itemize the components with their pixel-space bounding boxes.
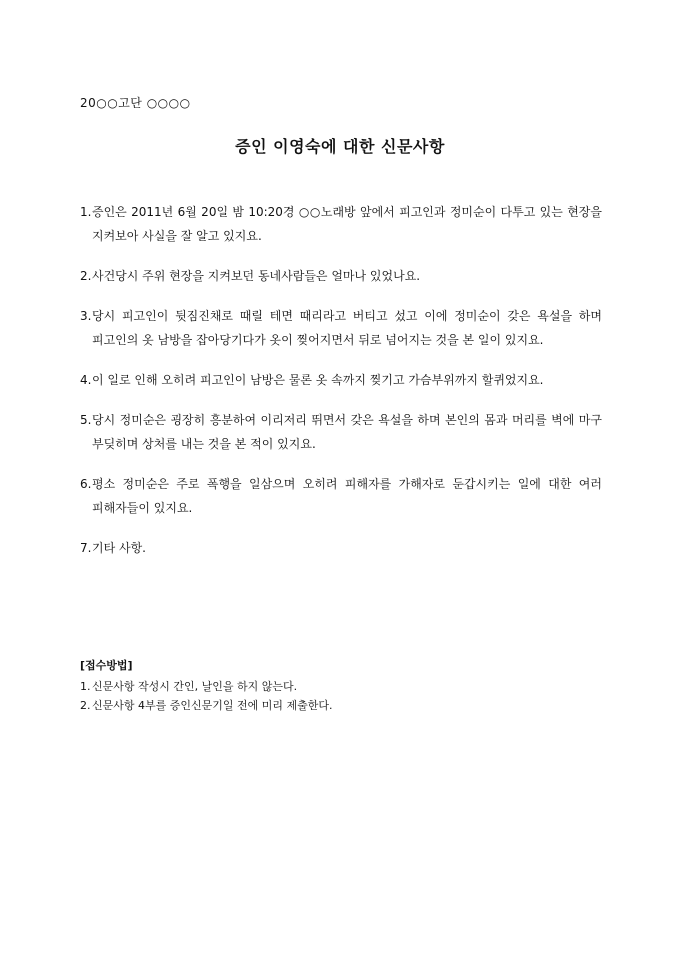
- question-item: [80, 200, 602, 248]
- question-item: [80, 472, 602, 520]
- question-text: 이 일로 인해 오히려 피고인이 남방은 물론 옷 속까지 찢기고 가슴부위까지 할퀴었지요.: [92, 373, 544, 387]
- question-number: 4.: [80, 373, 92, 387]
- question-number: 5.: [80, 413, 92, 427]
- question-text: 사건당시 주위 현장을 지켜보던 동네사람들은 얼마나 있었나요.: [92, 269, 421, 283]
- submission-item: [80, 677, 600, 696]
- question-number: 1.: [80, 205, 92, 219]
- question-text: 당시 피고인이 뒷짐진채로 때릴 테면 때리라고 버티고 섰고 이에 정미순이 갖은 욕설을 하며 피고인의 옷 남방을 잡아당기다가 옷이 찢어지면서 뒤로 넘어지는 것을 본 일이 있지요.: [92, 309, 602, 347]
- question-number: 7.: [80, 541, 92, 555]
- question-text: 평소 정미순은 주로 폭행을 일삼으며 오히려 피해자를 가해자로 둔갑시키는 일에 대한 여러 피해자들이 있지요.: [92, 477, 602, 515]
- question-item: [80, 368, 602, 392]
- submission-item: [80, 696, 600, 715]
- question-item: [80, 264, 602, 288]
- submission-section: [80, 657, 600, 715]
- document-title: 증인 이영숙에 대한 신문사항: [235, 137, 445, 156]
- submission-number: 1.: [80, 680, 91, 693]
- question-text: 당시 정미순은 굉장히 흥분하여 이리저리 뛰면서 갖은 욕설을 하며 본인의 몸과 머리를 벽에 마구 부딪히며 상처를 내는 것을 본 적이 있지요.: [92, 413, 602, 451]
- submission-text: 신문사항 작성시 간인, 날인을 하지 않는다.: [92, 680, 298, 693]
- submission-heading: [접수방법]: [80, 659, 133, 672]
- question-item: [80, 408, 602, 456]
- question-item: [80, 536, 602, 560]
- case-number: 20○○고단 ○○○○: [80, 96, 191, 110]
- question-number: 2.: [80, 269, 92, 283]
- question-text: 기타 사항.: [92, 541, 146, 555]
- submission-text: 신문사항 4부를 증인신문기일 전에 미리 제출한다.: [92, 699, 333, 712]
- submission-list: [80, 677, 600, 715]
- question-text: 증인은 2011년 6월 20일 밤 10:20경 ○○노래방 앞에서 피고인과 정미순이 다투고 있는 현장을 지켜보아 사실을 잘 알고 있지요.: [92, 205, 602, 243]
- question-number: 6.: [80, 477, 92, 491]
- question-item: [80, 304, 602, 352]
- question-number: 3.: [80, 309, 92, 323]
- question-list: [80, 200, 602, 576]
- submission-number: 2.: [80, 699, 91, 712]
